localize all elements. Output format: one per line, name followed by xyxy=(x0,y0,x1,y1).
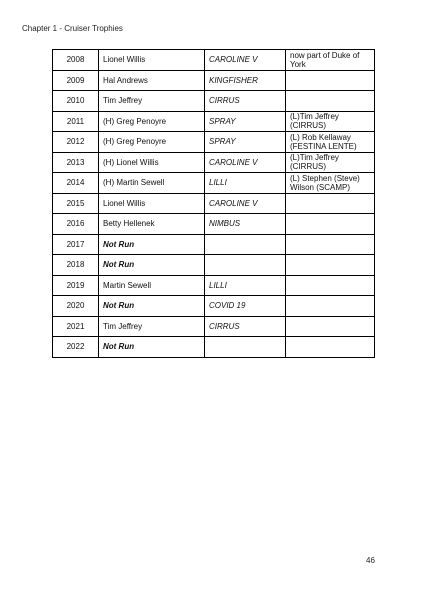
winner-cell: Not Run xyxy=(99,234,205,255)
table-row xyxy=(53,234,375,255)
year-cell: 2018 xyxy=(53,255,99,276)
table-row xyxy=(53,50,375,71)
boat-cell: KINGFISHER xyxy=(205,70,286,91)
year-cell: 2014 xyxy=(53,173,99,194)
boat-cell: CAROLINE V xyxy=(205,193,286,214)
boat-cell: NIMBUS xyxy=(205,214,286,235)
winner-cell: Not Run xyxy=(99,255,205,276)
boat-cell: LILLI xyxy=(205,275,286,296)
winner-cell: Martin Sewell xyxy=(99,275,205,296)
boat-cell: CAROLINE V xyxy=(205,50,286,71)
year-cell: 2008 xyxy=(53,50,99,71)
note-cell xyxy=(286,214,375,235)
year-cell: 2017 xyxy=(53,234,99,255)
note-cell xyxy=(286,337,375,358)
table-row xyxy=(53,111,375,132)
boat-cell xyxy=(205,255,286,276)
boat-cell xyxy=(205,337,286,358)
note-cell xyxy=(286,70,375,91)
winner-cell: Lionel Willis xyxy=(99,193,205,214)
year-cell: 2012 xyxy=(53,132,99,153)
year-cell: 2010 xyxy=(53,91,99,112)
table-row xyxy=(53,152,375,173)
boat-cell xyxy=(205,234,286,255)
note-cell: (L) Rob Kellaway (FESTINA LENTE) xyxy=(286,132,375,153)
boat-cell: COVID 19 xyxy=(205,296,286,317)
page-number: 46 xyxy=(366,556,375,565)
winner-cell: Tim Jeffrey xyxy=(99,91,205,112)
trophy-winners-table xyxy=(52,49,375,358)
winner-cell: (H) Greg Penoyre xyxy=(99,132,205,153)
year-cell: 2019 xyxy=(53,275,99,296)
table-row xyxy=(53,255,375,276)
table-row xyxy=(53,70,375,91)
note-cell: now part of Duke of York xyxy=(286,50,375,71)
note-cell: (L) Stephen (Steve) Wilson (SCAMP) xyxy=(286,173,375,194)
table-row xyxy=(53,316,375,337)
winner-cell: Not Run xyxy=(99,337,205,358)
boat-cell: CAROLINE V xyxy=(205,152,286,173)
year-cell: 2009 xyxy=(53,70,99,91)
boat-cell: CIRRUS xyxy=(205,91,286,112)
note-cell xyxy=(286,91,375,112)
note-cell xyxy=(286,316,375,337)
winner-cell: Betty Hellenek xyxy=(99,214,205,235)
winner-cell: (H) Greg Penoyre xyxy=(99,111,205,132)
boat-cell: SPRAY xyxy=(205,111,286,132)
winner-cell: Tim Jeffrey xyxy=(99,316,205,337)
year-cell: 2020 xyxy=(53,296,99,317)
year-cell: 2013 xyxy=(53,152,99,173)
note-cell xyxy=(286,296,375,317)
table-row xyxy=(53,173,375,194)
boat-cell: CIRRUS xyxy=(205,316,286,337)
note-cell: (L)Tim Jeffrey (CIRRUS) xyxy=(286,152,375,173)
year-cell: 2015 xyxy=(53,193,99,214)
winner-cell: (H) Martin Sewell xyxy=(99,173,205,194)
boat-cell: LILLI xyxy=(205,173,286,194)
table-row xyxy=(53,91,375,112)
note-cell xyxy=(286,234,375,255)
year-cell: 2011 xyxy=(53,111,99,132)
year-cell: 2022 xyxy=(53,337,99,358)
page-header: Chapter 1 - Cruiser Trophies xyxy=(22,24,123,33)
table-row xyxy=(53,214,375,235)
note-cell: (L)Tim Jeffrey (CIRRUS) xyxy=(286,111,375,132)
table-row xyxy=(53,337,375,358)
winner-cell: (H) Lionel Willis xyxy=(99,152,205,173)
note-cell xyxy=(286,255,375,276)
year-cell: 2021 xyxy=(53,316,99,337)
note-cell xyxy=(286,275,375,296)
year-cell: 2016 xyxy=(53,214,99,235)
winner-cell: Hal Andrews xyxy=(99,70,205,91)
table-row xyxy=(53,275,375,296)
table-row xyxy=(53,296,375,317)
winner-cell: Not Run xyxy=(99,296,205,317)
winner-cell: Lionel Willis xyxy=(99,50,205,71)
table-row xyxy=(53,193,375,214)
note-cell xyxy=(286,193,375,214)
table-row xyxy=(53,132,375,153)
boat-cell: SPRAY xyxy=(205,132,286,153)
